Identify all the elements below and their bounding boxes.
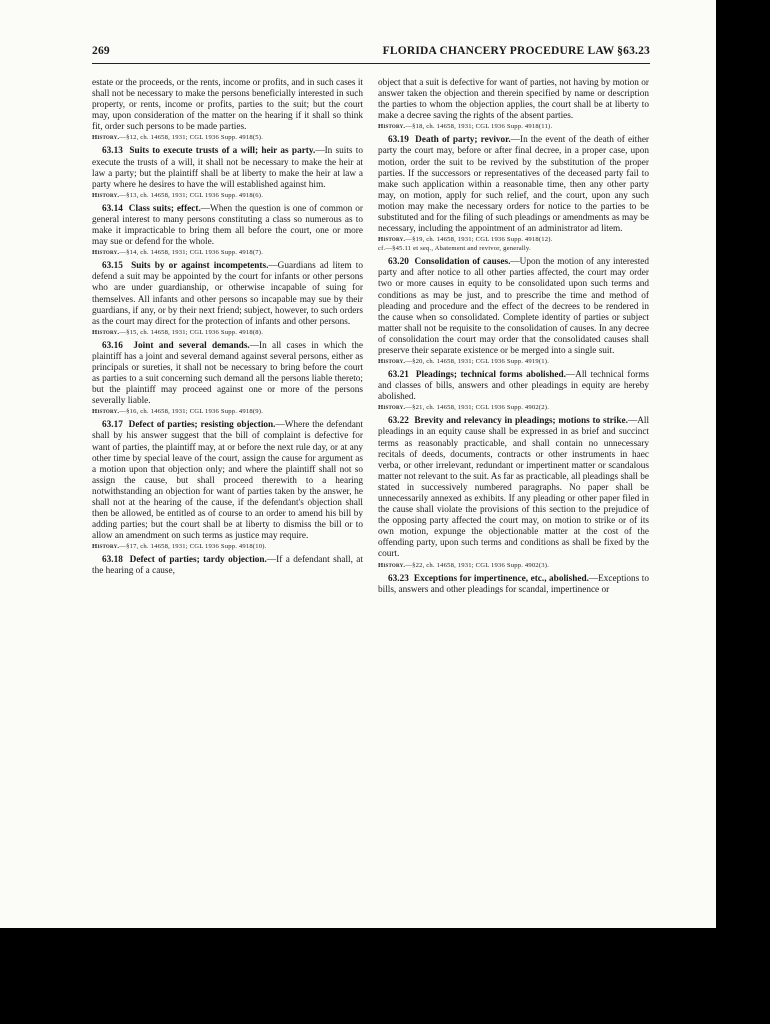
section-63-16: 63.16 Joint and several demands.—In all cases in which the plaintiff has a joint and several demand against several persons, either as principals or sureties, it shall not be necessary to bring before the court as parties to a suit concerning such demand all the persons liable thereto; but the plaintiff may proceed against one or more of the persons severally liable. [92, 340, 363, 407]
history-note: History.—§20, ch. 14658, 1931; CGL 1936 Supp. 4919(1). [378, 358, 550, 366]
section-63-18-continuation: object that a suit is defective for want of parties, not having by motion or answer taken the objection and therein specified by name or description the parties to whom the objection applies, the court shall be at liberty to make a decree saving the rights of the absent parties. [378, 78, 649, 122]
history-note: History.—§18, ch. 14658, 1931; CGL 1936 Supp. 4918(11). [378, 123, 553, 131]
history-note: History.—§17, ch. 14658, 1931; CGL 1936 Supp. 4918(10). [92, 543, 267, 551]
section-63-13: 63.13 Suits to execute trusts of a will; heir as party.—In suits to execute the trusts of a will, it shall not be necessary to make the heir at law a party; but the plaintiff shall be at liberty to make the heir at law a party where he desires to have the will established against him. [92, 146, 363, 190]
cross-reference-note: cf.—§45.11 et seq., Abatement and revivor, generally. [378, 245, 531, 253]
section-63-23: 63.23 Exceptions for impertinence, etc., abolished.—Exceptions to bills, answers and other pleadings for scandal, impertinence or [378, 573, 649, 595]
history-note: History.—§16, ch. 14658, 1931; CGL 1936 Supp. 4918(9). [92, 408, 264, 416]
section-63-18: 63.18 Defect of parties; tardy objection.—If a defendant shall, at the hearing of a cause, [92, 555, 363, 577]
page-header [92, 45, 650, 61]
history-note: History.—§12, ch. 14658, 1931; CGL 1936 Supp. 4918(5). [92, 134, 264, 142]
header-rule [92, 63, 650, 64]
section-63-14: 63.14 Class suits; effect.—When the question is one of common or general interest to many persons constituting a class so numerous as to make it impracticable to bring them all before the court, one or more may sue or defend for the whole. [92, 203, 363, 248]
history-note: History.—§19, ch. 14658, 1931; CGL 1936 Supp. 4918(12). [378, 236, 553, 244]
section-63-20: 63.20 Consolidation of causes.—Upon the motion of any interested party and after notice to all other parties affected, the court may order two or more causes in equity to be consolidated upon such terms and conditions as may be just, and to prescribe the time and method of pleading and procedure and the effect of the decrees to be rendered in the cause when so consolidated. Complete identity of parties or subject matter shall not be requisite to the consolidation of causes. In any decree of consolidation the court may order that the consolidated causes shall preserve their separate existence or be merged into a single suit. [378, 257, 649, 356]
page-number: 269 [92, 45, 110, 57]
section-63-17: 63.17 Defect of parties; resisting objection.—Where the defendant shall by his answer suggest that the bill of complaint is defective for want of parties, the plaintiff may, at or before the next rule day, or at any other time by special leave of the court, assign the cause for argument as a motion upon that objection only; and where the plaintiff shall not so assign the cause, but shall proceed therewith to a hearing notwithstanding an objection for want of parties taken by the answer, he shall not at the hearing of the cause, if the defendant's objection shall then be allowed, be entitled as of course to an order to amend his bill by adding parties; but the court shall be at liberty to dismiss the bill or to allow an amendment on such terms as justice may require. [92, 420, 363, 542]
history-note: History.—§14, ch. 14658, 1931; CGL 1936 Supp. 4918(7). [92, 249, 264, 257]
section-63-21: 63.21 Pleadings; technical forms abolished.—All technical forms and classes of bills, answers and other pleadings in equity are hereby abolished. [378, 370, 649, 403]
right-column [378, 78, 649, 898]
history-note: History.—§13, ch. 14658, 1931; CGL 1936 Supp. 4918(6). [92, 191, 264, 199]
history-note: History.—§15, ch. 14658, 1931; CGL 1936 Supp. 4918(8). [92, 328, 264, 336]
left-column [92, 78, 363, 898]
section-62-12-continuation: estate or the proceeds, or the rents, income or profits, and in such cases it shall not be necessary to make the persons beneficially interested in such property, or rents, income or profits, parties to the suit; but the court may, upon consideration of the matter on the hearing if it shall so think fit, order such persons to be made parties. [92, 78, 363, 133]
section-63-15: 63.15 Suits by or against incompetents.—Guardians ad litem to defend a suit may be appointed by the court for infants or other persons who are under guardianship, or otherwise incapable of suing for themselves. All infants and other persons so incapable may sue by their guardians, if any, or by their next friend; subject, however, to such orders as the court may direct for the protection of infants and other persons. [92, 261, 363, 327]
section-63-19: 63.19 Death of party; revivor.—In the event of the death of either party the court may, before or after final decree, in a proper case, upon motion, order the suit to be revived by the substitution of the proper parties. If the successors or representatives of the deceased party fail to make such application within a reasonable time, then any other party may, on motion, apply for such relief, and the court, upon any such motion may make the necessary orders for notice to the parties to be substituted and for the filing of such pleadings or amendments as may be necessary, including the appointment of an administrator ad litem. [378, 135, 649, 235]
running-title: FLORIDA CHANCERY PROCEDURE LAW §63.23 [382, 45, 650, 57]
history-note: History.—§22, ch. 14658, 1931; CGL 1936 Supp. 4902(3). [378, 561, 550, 569]
section-63-22: 63.22 Brevity and relevancy in pleadings; motions to strike.—All pleadings in an equity cause shall be expressed in as brief and succinct terms as reasonably practicable, and shall contain no unnecessary recitals of deeds, documents, contracts or other instruments in haec verba, or other irrelevant, redundant or impertinent matter or scandalous matter not relevant to the suit. As far as practicable, all pleadings shall be stated in successively numbered paragraphs. No paper shall be unnecessarily annexed as exhibits. If any pleading or other paper filed in the cause shall violate the provisions of this section to the prejudice of the opposing party affected the court may, on motion to strike or of its own motion, expunge the objectionable matter at the cost of the offending party, upon such terms and conditions as shall be fixed by the court. [378, 416, 649, 560]
history-note: History.—§21, ch. 14658, 1931; CGL 1936 Supp. 4902(2). [378, 404, 550, 412]
